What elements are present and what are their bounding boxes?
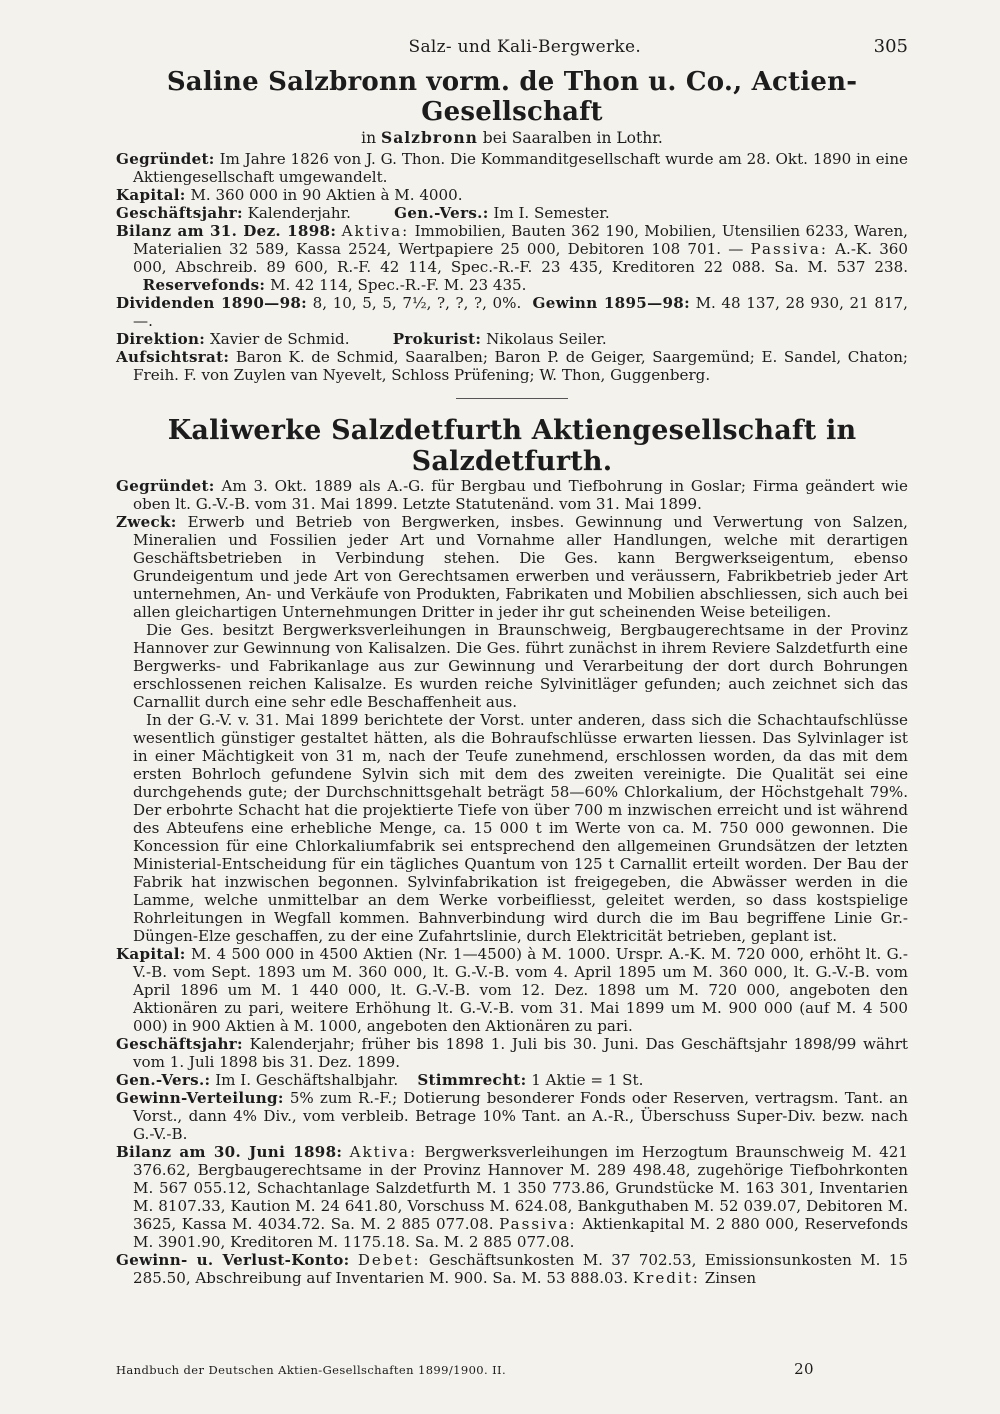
footer-source: Handbuch der Deutschen Aktien-Gesellschaften 1899/1900. II. — [116, 1363, 507, 1377]
passiva-text: Aktienkapital M. 2 880 000, Reservefonds M. 3901.90, Kreditoren M. 1175.18. Sa. M. 2 885 077.08. — [133, 1215, 908, 1251]
kredit-label: Kredit: — [632, 1269, 700, 1287]
c1-aufsichtsrat — [116, 348, 908, 384]
entry-text: Im Jahre 1826 von J. G. Thon. Die Kommanditgesellschaft wurde am 28. Okt. 1890 in eine Aktiengesellschaft umgewandelt. — [133, 150, 908, 186]
entry-text: Im I. Geschäftshalbjahr. — [215, 1071, 399, 1089]
section-divider — [456, 398, 568, 399]
entry-label: Reservefonds: — [142, 276, 266, 294]
entry-label: Kapital: — [116, 945, 186, 963]
c2-geschaeftsjahr — [116, 1035, 908, 1071]
company1-title: Saline Salzbronn vorm. de Thon u. Co., Actien-Gesellschaft — [166, 67, 858, 127]
c1-kapital — [116, 186, 908, 204]
page-footer — [116, 1360, 908, 1378]
c2-genvers — [116, 1071, 908, 1089]
c2-paragraph-1: Die Ges. besitzt Bergwerksverleihungen in Braunschweig, Bergbaugerechtsame in der Provinz Hannover zur Gewinnung von Kalisalzen. Die Ges. führt zunächst in ihrem Reviere Salzdetfurth eine Bergwerks- und Fabrikanlage aus zur Gewinnung und Verarbeitung der dort durch Bohrungen erschlossenen reichen Kalisalze. Es wurden reiche Sylvinitläger gefunden; auch zeichnet sich das Carnallit durch eine sehr edle Beschaffenheit aus. — [133, 621, 908, 711]
entry-text: M. 4 500 000 in 4500 Aktien (Nr. 1—4500) à M. 1000. Urspr. A.-K. M. 720 000, erhöht lt. G.-V.-B. vom Sept. 1893 um M. 360 000, lt. G.-V.-B. vom 4. April 1895 um M. 360 000, lt. G.-V.-B. vom April 1896 um M. 1 440 000, lt. G.-V.-B. vom 12. Dez. 1898 um M. 720 000, angeboten den Aktionären zu pari, weitere Erhöhung lt. G.-V.-B. vom 31. Mai 1899 um M. 900 000 (auf M. 4 500 000) in 900 Aktien à M. 1000, angeboten den Aktionären zu pari. — [133, 945, 908, 1035]
running-header — [116, 36, 908, 57]
entry-text: Xavier de Schmid. — [209, 330, 350, 348]
entry-label: Bilanz am 31. Dez. 1898: — [116, 222, 337, 240]
entry-label: Zweck: — [116, 513, 177, 531]
c1-geschaeftsjahr — [116, 204, 908, 222]
c1-bilanz — [116, 222, 908, 294]
passiva-text: A.-K. 360 000, Abschreib. 89 600, R.-F. 42 114, Spec.-R.-F. 23 435, Kreditoren 22 088. Sa. M. 537 238. — [133, 240, 908, 276]
c1-gegruendet — [116, 150, 908, 186]
entry-label: Prokurist: — [392, 330, 482, 348]
entry-label: Kapital: — [116, 186, 186, 204]
entry-text: Nikolaus Seiler. — [486, 330, 607, 348]
entry-text: 8, 10, 5, 5, 7½, ?, ?, ?, 0%. — [312, 294, 522, 312]
passiva-label: Passiva: — [750, 240, 828, 258]
c2-paragraph-2: In der G.-V. v. 31. Mai 1899 berichtete der Vorst. unter anderen, dass sich die Schachtaufschlüsse wesentlich günstiger gestaltet hätten, als die Bohraufschlüsse erwarten liessen. Das Sylvinlager ist in einer Mächtigkeit von 31 m, nach der Teufe zunehmend, erschlossen worden, da das mit dem ersten Bohrloch gefundene Sylvin sich mit dem des zweiten vereinigte. Die Qualität sei eine durchgehends gute; der Durchschnittsgehalt beträgt 58—60% Chlorkalium, der Höchstgehalt 79%. Der erbohrte Schacht hat die projektierte Tiefe von über 700 m inzwischen erreicht und ist während des Abteufens eine erhebliche Menge, ca. 15 000 t im Werte von ca. M. 750 000 gewonnen. Die Koncession für eine Chlorkaliumfabrik sei entsprechend den allgemeinen Grundsätzen der letzten Ministerial-Entscheidung für ein tägliches Quantum von 125 t Carnallit erteilt worden. Der Bau der Fabrik hat inzwischen begonnen. Sylvinfabrikation ist freigegeben, die Abwässer werden in die Lamme, welche unmittelbar an dem Werke vorbeifliesst, geleitet werden, so dass kostspielige Rohrleitungen in Wegfall kommen. Bahnverbindung wird durch die im Bau begriffene Linie Gr.-Düngen-Elze geschaffen, zu der eine Zufahrtslinie, durch Elektricität betrieben, geplant ist. — [133, 711, 908, 945]
entry-text: Erwerb und Betrieb von Bergwerken, insbes. Gewinnung und Verwertung von Salzen, Mineralien und Fossilien jeder Art und Vornahme aller Handlungen, welche mit derartigen Geschäftsbetrieben in Verbindung stehen. Die Ges. kann Bergwerkseigentum, ebenso Grundeigentum und jede Art von Gerechtsamen erwerben und veräussern, Fabrikbetrieb jeder Art unternehmen, An- und Verkäufe von Produkten, Fabrikaten und Mobilien abschliessen, sich auch bei allen gleichartigen Unternehmungen Dritter in jeder ihr gut scheinenden Weise beteiligen. — [133, 513, 908, 621]
entry-label: Gewinn- u. Verlust-Konto: — [116, 1251, 350, 1269]
company2-title: Kaliwerke Salzdetfurth Aktiengesellschaft in Salzdetfurth. — [167, 415, 857, 477]
entry-label: Direktion: — [116, 330, 206, 348]
entry-label: Gewinn 1895—98: — [532, 294, 690, 312]
location-place: Salzbronn — [381, 128, 478, 147]
entry-label: Gen.-Vers.: — [394, 204, 489, 222]
c2-bilanz — [116, 1143, 908, 1251]
aktiva-text: Bergwerksverleihungen im Herzogtum Braunschweig M. 421 376.62, Bergbaugerechtsame in der Provinz Hannover M. 289 498.48, zugehörige Tiefbohrkonten M. 567 055.12, Schachtanlage Salzdetfurth M. 1 350 773.86, Grundstücke M. 163 301, Inventarien M. 8107.33, Kaution M. 24 641.80, Vorschuss M. 624.08, Bankguthaben M. 52 039.07, Debitoren M. 3625, Kassa M. 4034.72. Sa. M. 2 885 077.08. — [133, 1143, 908, 1233]
entry-label: Gegründet: — [116, 477, 215, 495]
c1-direktion — [116, 330, 908, 348]
location-pre: in — [361, 129, 377, 147]
page-number: 305 — [873, 36, 908, 57]
entry-label: Dividenden 1890—98: — [116, 294, 308, 312]
c1-dividenden — [116, 294, 908, 330]
c2-gewinnverteilung — [116, 1089, 908, 1143]
entry-label: Bilanz am 30. Juni 1898: — [116, 1143, 343, 1161]
aktiva-text: Immobilien, Bauten 362 190, Mobilien, Utensilien 6233, Waren, Materialien 32 589, Kassa 2524, Wertpapiere 25 000, Debitoren 108 701. — — [133, 222, 908, 258]
entry-label: Stimmrecht: — [417, 1071, 527, 1089]
sheet-signature: 20 — [794, 1360, 814, 1378]
c2-gegruendet — [116, 477, 908, 513]
entry-text: Im I. Semester. — [493, 204, 610, 222]
c2-zweck — [116, 513, 908, 621]
entry-label: Gen.-Vers.: — [116, 1071, 211, 1089]
aktiva-label: Aktiva: — [341, 222, 410, 240]
entry-text: M. 42 114, Spec.-R.-F. M. 23 435. — [270, 276, 527, 294]
entry-label: Aufsichtsrat: — [116, 348, 230, 366]
entry-text: Kalenderjahr; früher bis 1898 1. Juli bis 30. Juni. Das Geschäftsjahr 1898/99 währt vom 1. Juli 1898 bis 31. Dez. 1899. — [133, 1035, 908, 1071]
debet-text: Geschäftsunkosten M. 37 702.53, Emissionsunkosten M. 15 285.50, Abschreibung auf Inventarien M. 900. Sa. M. 53 888.03. — [133, 1251, 908, 1287]
entry-label: Geschäftsjahr: — [116, 1035, 243, 1053]
entry-text: Am 3. Okt. 1889 als A.-G. für Bergbau und Tiefbohrung in Goslar; Firma geändert wie oben lt. G.-V.-B. vom 31. Mai 1899. Letzte Statutenänd. vom 31. Mai 1899. — [133, 477, 908, 513]
aktiva-label: Aktiva: — [349, 1143, 418, 1161]
passiva-label: Passiva: — [499, 1215, 577, 1233]
entry-text: 1 Aktie = 1 St. — [531, 1071, 644, 1089]
entry-label: Gegründet: — [116, 150, 215, 168]
c2-kapital — [116, 945, 908, 1035]
company1-location — [116, 128, 908, 147]
entry-text: M. 48 137, 28 930, 21 817, —. — [133, 294, 908, 330]
entry-text: Baron K. de Schmid, Saaralben; Baron P. de Geiger, Saargemünd; E. Sandel, Chaton; Freih. F. von Zuylen van Nyevelt, Schloss Prüfening; W. Thon, Guggenberg. — [133, 348, 908, 384]
c2-gewinn-verlust — [116, 1251, 908, 1287]
entry-text: M. 360 000 in 90 Aktien à M. 4000. — [190, 186, 463, 204]
debet-label: Debet: — [357, 1251, 421, 1269]
entry-label: Geschäftsjahr: — [116, 204, 243, 222]
entry-text: Kalenderjahr. — [247, 204, 351, 222]
kredit-text: Zinsen — [704, 1269, 757, 1287]
entry-text: 5% zum R.-F.; Dotierung besonderer Fonds oder Reserven, vertragsm. Tant. an Vorst., dann 4% Div., vom verbleib. Betrage 10% Tant. an A.-R., Überschuss Super-Div. bezw. nach G.-V.-B. — [133, 1089, 908, 1143]
entry-label: Gewinn-Verteilung: — [116, 1089, 284, 1107]
location-post: bei Saaralben in Lothr. — [482, 129, 663, 147]
running-title: Salz- und Kali-Bergwerke. — [408, 37, 642, 57]
